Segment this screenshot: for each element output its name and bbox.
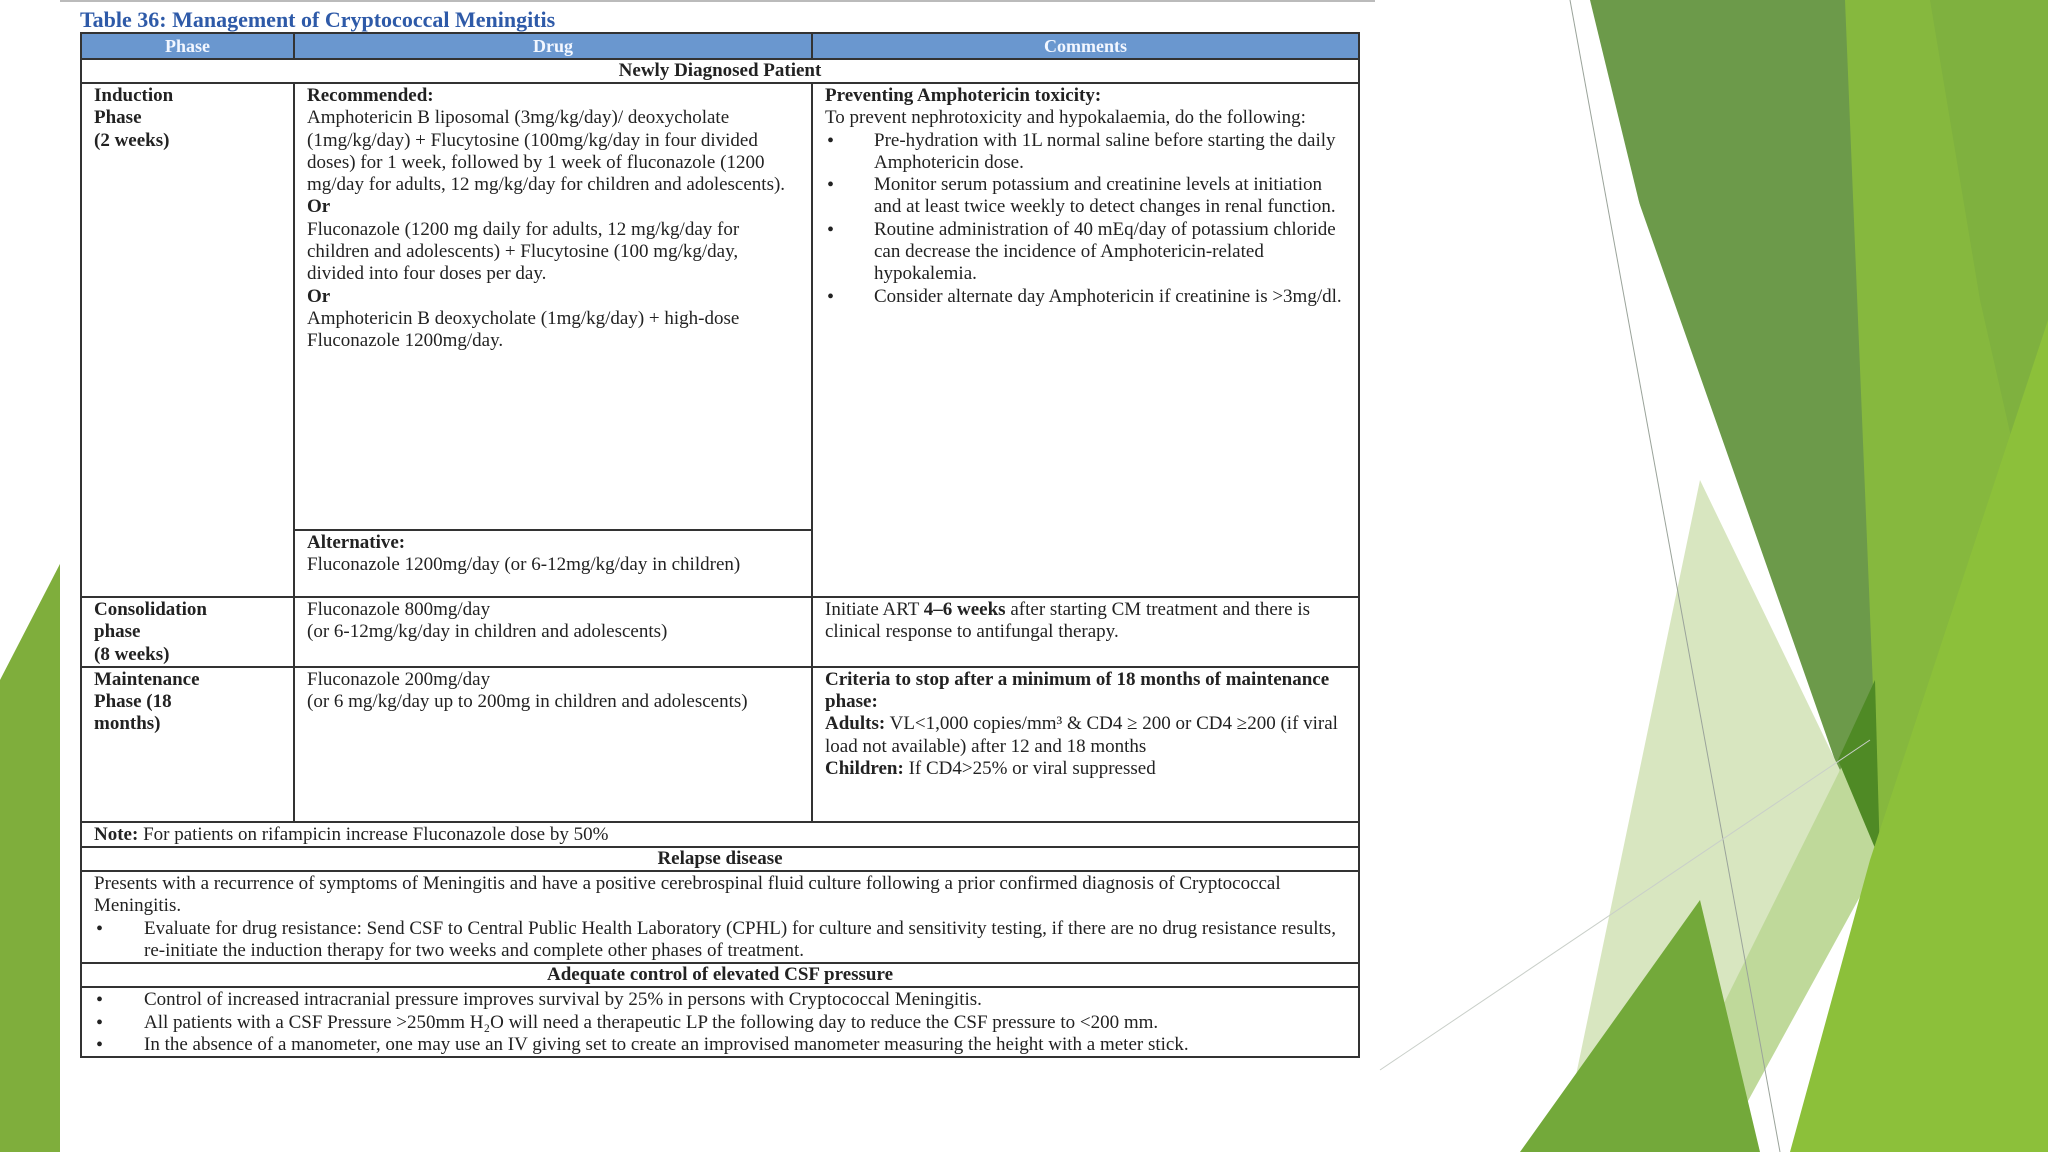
drug-option-3: Amphotericin B deoxycholate (1mg/kg/day) + high-dose Fluconazole 1200mg/day. [307,307,740,352]
phase-line: Induction [94,85,174,106]
stop-criteria-heading: Criteria to stop after a minimum of 18 months of maintenance phase: [825,668,1330,713]
list-item: • Control of increased intracranial pressure improves survival by 25% in persons with Cryptococcal Meningitis. [94,989,1346,1011]
recommended-heading: Recommended: [307,85,434,106]
induction-comment-cell [812,83,1359,597]
maintenance-row [81,667,1359,822]
left-green-wedge [0,560,62,1152]
children-text: If CD4>25% or viral suppressed [903,758,1156,780]
comment-emphasis: 4–6 weeks [923,599,1006,620]
list-item: • Pre-hydration with 1L normal saline before starting the daily Amphotericin dose. [825,130,1346,175]
adults-label: Adults: [825,713,886,735]
note-text: For patients on rifampicin increase Fluconazole dose by 50% [138,823,609,845]
document-page [60,0,1375,1152]
note-label: Note: [94,823,139,845]
csf-row [81,987,1359,1057]
adults-criteria [825,713,1346,758]
phase-line: Consolidation [94,599,207,620]
consolidation-drug-sub: (or 6-12mg/kg/day in children and adolescents) [307,621,668,643]
induction-phase-cell [81,83,294,597]
drug-option-2: Fluconazole (1200 mg daily for adults, 12 mg/kg/day for children and adolescents) + Flucytosine (100 mg/kg/day, divided into four doses per day. [307,218,740,285]
section-relapse: Relapse disease [81,847,1359,871]
relapse-bullets [94,918,1346,963]
section-row-relapse [81,847,1359,871]
table-title: Table 36: Management of Cryptococcal Meningitis [80,7,556,32]
comment-heading: Preventing Amphotericin toxicity: [825,85,1102,106]
management-table [80,32,1360,1058]
induction-row [81,83,1359,530]
phase-line: phase [94,621,141,643]
or-label: Or [307,285,331,307]
alternative-heading: Alternative: [307,532,406,553]
maintenance-drug: Fluconazole 200mg/day [307,668,491,690]
relapse-intro: Presents with a recurrence of symptoms of Meningitis and have a positive cerebrospinal fluid culture following a prior confirmed diagnosis of Cryptococcal Meningitis. [94,873,1281,917]
list-item: • Consider alternate day Amphotericin if creatinine is >3mg/dl. [825,286,1346,308]
drug-option-1: Amphotericin B liposomal (3mg/kg/day)/ deoxycholate (1mg/kg/day) + Flucytosine (100mg/kg/day in four divided doses) for 1 week, followed by 1 week of fluconazole (1200 mg/day for adults, 12 mg/kg/day for children and adolescents). [307,107,786,196]
consolidation-drug-cell [294,597,812,667]
section-row-csf [81,963,1359,987]
list-item: • Evaluate for drug resistance: Send CSF to Central Public Health Laboratory (CPHL) for culture and sensitivity testing, if there are no drug resistance results, re-initiate the induction therapy for two weeks and complete other phases of treatment. [94,918,1346,963]
consolidation-comment-cell [812,597,1359,667]
list-item: • Routine administration of 40 mEq/day of potassium chloride can decrease the incidence of Amphotericin-related hypokalemia. [825,219,1346,286]
list-item: • Monitor serum potassium and creatinine levels at initiation and at least twice weekly to detect changes in renal function. [825,174,1346,219]
phase-line: Maintenance [94,668,200,690]
list-item: • All patients with a CSF Pressure >250mm H₂O will need a therapeutic LP the following day to reduce the CSF pressure to <200 mm. [94,1012,1346,1034]
phase-line: (2 weeks) [94,129,170,151]
consolidation-row [81,597,1359,667]
toxicity-bullets [825,130,1346,308]
maintenance-phase-cell [81,667,294,822]
comment-text: after starting CM treatment and there is clinical response to antifungal therapy. [825,599,1311,643]
phase-line: months) [94,713,161,735]
list-item: • In the absence of a manometer, one may use an IV giving set to create an improvised manometer measuring the height with a meter stick. [94,1034,1346,1056]
relapse-row [81,871,1359,963]
phase-line: Phase (18 [94,691,172,713]
header-row [81,33,1359,59]
page-top-rule [60,0,1375,2]
phase-line: Phase [94,107,142,129]
alternative-text: Fluconazole 1200mg/day (or 6-12mg/kg/day in children) [307,554,741,576]
comment-intro: To prevent nephrotoxicity and hypokalaemia, do the following: [825,107,1306,129]
header-phase: Phase [81,33,294,59]
relapse-cell [81,871,1359,963]
comment-text: Initiate ART [825,599,924,620]
children-label: Children: [825,758,904,780]
consolidation-phase-cell [81,597,294,667]
or-label: Or [307,196,331,218]
header-comments: Comments [812,33,1359,59]
section-csf: Adequate control of elevated CSF pressure [81,963,1359,987]
header-drug: Drug [294,33,812,59]
phase-line: (8 weeks) [94,643,170,665]
section-row-newly-diagnosed [81,59,1359,83]
children-criteria [825,758,1346,780]
consolidation-drug: Fluconazole 800mg/day [307,599,491,620]
note-cell [81,822,1359,847]
section-newly-diagnosed: Newly Diagnosed Patient [81,59,1359,83]
induction-drug-cell [294,83,812,530]
maintenance-comment-cell [812,667,1359,822]
csf-cell [81,987,1359,1057]
alternative-drug-cell [294,530,812,597]
note-row [81,822,1359,847]
maintenance-drug-sub: (or 6 mg/kg/day up to 200mg in children and adolescents) [307,691,748,713]
csf-bullets [94,989,1346,1056]
adults-text: VL<1,000 copies/mm³ & CD4 ≥ 200 or CD4 ≥200 (if viral load not available) after 12 and 18 months [825,713,1338,757]
maintenance-drug-cell [294,667,812,822]
